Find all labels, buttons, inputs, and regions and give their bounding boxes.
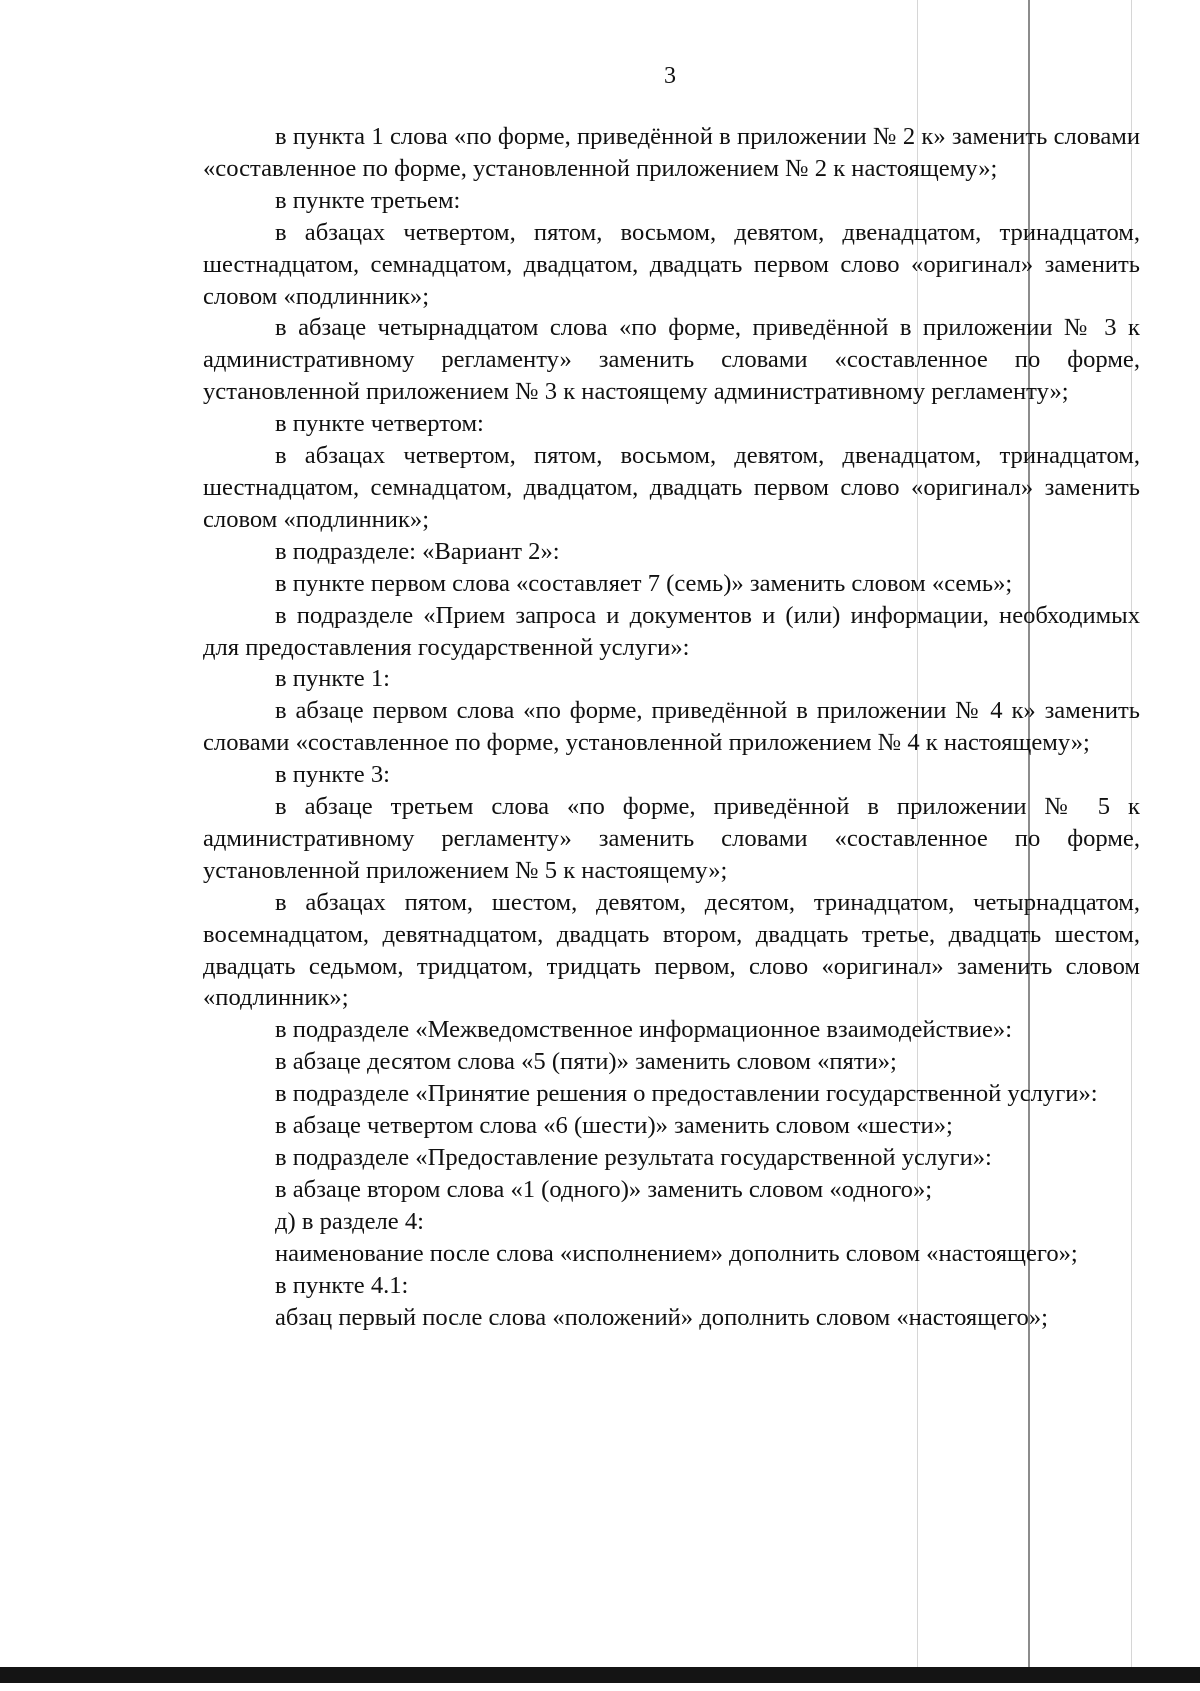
paragraph: в пункте 3: — [275, 761, 390, 789]
paragraph: в пункте третьем: — [275, 186, 461, 214]
paragraph: в пункта 1 слова «по форме, приведённой в приложении № 2 к» заменить словами «составленное по форме, установленной приложением № 2 к настоящему»; — [203, 123, 1140, 182]
paragraph: в подразделе «Принятие решения о предоставлении государственной услуги»: — [275, 1080, 1098, 1108]
paragraph: д) в разделе 4: — [275, 1207, 424, 1235]
paragraph: в абзаце десятом слова «5 (пяти)» заменить словом «пяти»; — [275, 1048, 897, 1076]
paragraph: в абзаце втором слова «1 (одного)» заменить словом «одного»; — [275, 1175, 933, 1203]
paragraph: в абзацах четвертом, пятом, восьмом, девятом, двенадцатом, тринадцатом, шестнадцатом, семнадцатом, двадцатом, двадцать первом слово «оригинал» заменить словом «подлинник»; — [203, 218, 1140, 310]
page-number: 3 — [664, 63, 676, 89]
paragraph: в подразделе «Предоставление результата государственной услуги»: — [275, 1144, 992, 1171]
document-body — [203, 121, 1140, 1333]
paragraph: в подразделе: «Вариант 2»: — [275, 537, 560, 565]
paragraph: в абзаце четвертом слова «6 (шести)» заменить словом «шести»; — [275, 1112, 953, 1140]
paragraph: в абзаце четырнадцатом слова «по форме, приведённой в приложении № 3 к административному регламенту» заменить словами «составленное по форме, установленной приложением № 3 к настоящему административному регламенту»; — [203, 314, 1140, 406]
paragraph: в пункте 4.1: — [275, 1271, 409, 1299]
paragraph: в подразделе «Прием запроса и документов и (или) информации, необходимых для предоставления государственной услуги»: — [203, 601, 1140, 661]
paragraph: в пункте 1: — [275, 665, 390, 693]
paragraph: в абзаце третьем слова «по форме, приведённой в приложении № 5 к административному регламенту» заменить словами «составленное по форме, установленной приложением № 5 к настоящему»; — [203, 793, 1140, 884]
paragraph: в абзацах пятом, шестом, девятом, десятом, тринадцатом, четырнадцатом, восемнадцатом, девятнадцатом, двадцать втором, двадцать третье, двадцать шестом, двадцать седьмом, тридцатом, тридцать первом, слово «оригинал» заменить словом «подлинник»; — [203, 888, 1140, 1012]
paragraph: в пункте четвертом: — [275, 410, 484, 438]
paragraph: в подразделе «Межведомственное информационное взаимодействие»: — [275, 1016, 1013, 1044]
scan-bottom-border — [0, 1667, 1200, 1683]
paragraph: абзац первый после слова «положений» дополнить словом «настоящего»; — [275, 1303, 1048, 1331]
paragraph: в абзацах четвертом, пятом, восьмом, девятом, двенадцатом, тринадцатом, шестнадцатом, семнадцатом, двадцатом, двадцать первом слово «оригинал» заменить словом «подлинник»; — [203, 442, 1140, 533]
paragraph: наименование после слова «исполнением» дополнить словом «настоящего»; — [275, 1239, 1078, 1267]
paragraph: в пункте первом слова «составляет 7 (семь)» заменить словом «семь»; — [275, 569, 1013, 597]
paragraph: в абзаце первом слова «по форме, приведённой в приложении № 4 к» заменить словами «составленное по форме, установленной приложением № 4 к настоящему»; — [203, 697, 1140, 757]
